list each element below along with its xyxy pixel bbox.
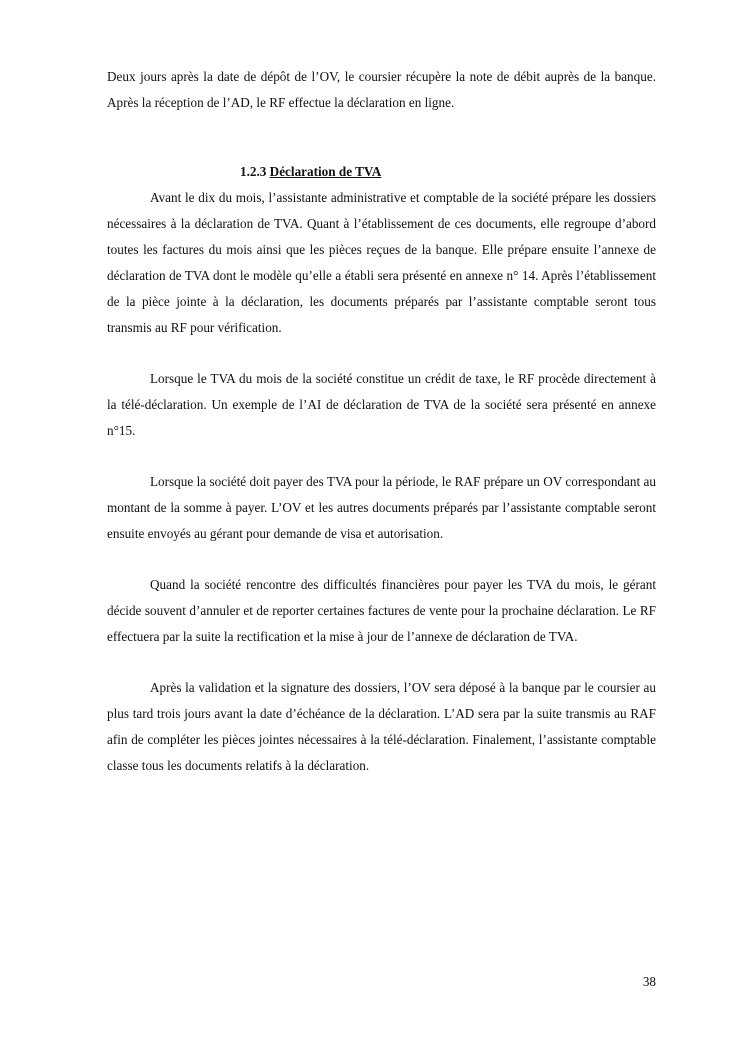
paragraph-validation: Après la validation et la signature des dossiers, l’OV sera déposé à la banque par le coursier au plus tard trois jours avant la date d’échéance de la déclaration. L’AD sera par la suite transmis au RAF afin de compléter les pièces jointes nécessaires à la télé-déclaration. Finalement, l’assistante comptable classe tous les documents relatifs à la déclaration.: [107, 680, 656, 773]
section-number: 1.2.3: [240, 164, 267, 179]
intro-paragraph: Deux jours après la date de dépôt de l’OV, le coursier récupère la note de débit auprès de la banque. Après la réception de l’AD, le RF effectue la déclaration en ligne.: [107, 69, 656, 110]
spacer: [107, 547, 656, 572]
spacer: [107, 116, 656, 159]
paragraph-preparation: Avant le dix du mois, l’assistante administrative et comptable de la société prépare les dossiers nécessaires à la déclaration de TVA. Quant à l’établissement de ces documents, elle regroupe d’abord toutes les factures du mois ainsi que les pièces reçues de la banque. Elle prépare ensuite l’annexe de déclaration de TVA dont le modèle qu’elle a établi sera présenté en annexe n° 14. Après l’établissement de la pièce jointe à la déclaration, les documents préparés par l’assistante comptable seront tous transmis au RF pour vérification.: [107, 190, 656, 335]
paragraph-paiement: Lorsque la société doit payer des TVA pour la période, le RAF prépare un OV correspondant au montant de la somme à payer. L’OV et les autres documents préparés par l’assistante comptable seront ensuite envoyés au gérant pour demande de visa et autorisation.: [107, 474, 656, 541]
paragraph-credit-taxe: Lorsque le TVA du mois de la société constitue un crédit de taxe, le RF procède directement à la télé-déclaration. Un exemple de l’AI de déclaration de TVA de la société sera présenté en annexe n°15.: [107, 371, 656, 438]
spacer: [107, 341, 656, 366]
spacer: [107, 444, 656, 469]
document-body: [107, 64, 656, 779]
page-number: 38: [642, 974, 656, 989]
spacer: [107, 650, 656, 675]
paragraph-difficultes: Quand la société rencontre des difficultés financières pour payer les TVA du mois, le gérant décide souvent d’annuler et de reporter certaines factures de vente pour la prochaine déclaration. Le RF effectuera par la suite la rectification et la mise à jour de l’annexe de déclaration de TVA.: [107, 577, 656, 644]
section-title: Déclaration de TVA: [269, 164, 382, 179]
section-heading: [107, 159, 656, 185]
